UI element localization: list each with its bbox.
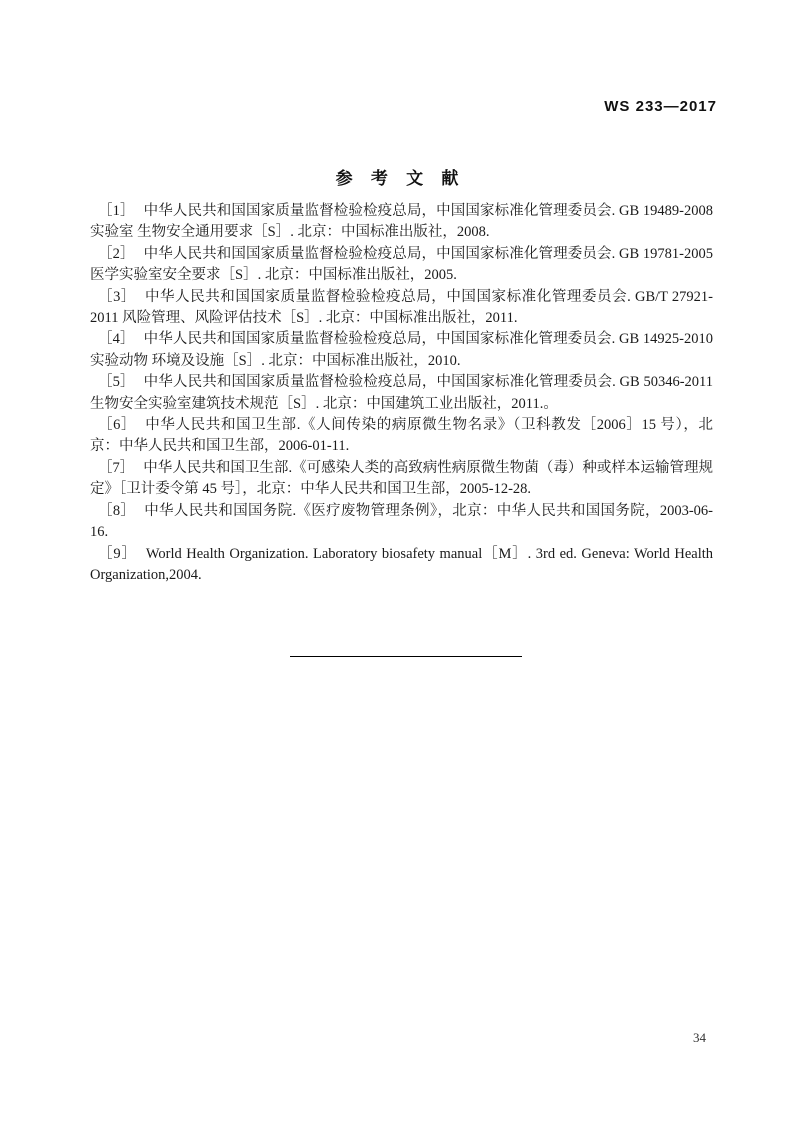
reference-item: [90, 372, 713, 415]
reference-label: ［1］: [98, 203, 135, 219]
reference-text: 中华人民共和国国家质量监督检验检疫总局，中国国家标准化管理委员会. GB 14925-2010 实验动物 环境及设施［S］. 北京：中国标准出版社，2010.: [90, 331, 714, 369]
reference-label: ［7］: [98, 459, 135, 476]
references-title: 参 考 文 献: [335, 169, 459, 188]
reference-item: [90, 244, 713, 287]
reference-item: [90, 501, 713, 544]
reference-item: [90, 415, 713, 458]
end-of-document-rule: [290, 656, 522, 657]
reference-item: [90, 544, 713, 587]
reference-item: [90, 329, 713, 372]
reference-item: [90, 201, 713, 244]
references-list: [90, 201, 713, 586]
reference-text: 中华人民共和国国家质量监督检验检疫总局，中国国家标准化管理委员会. GB/T 27921-2011 风险管理、风险评估技术［S］. 北京：中国标准出版社，2011.: [90, 288, 714, 327]
reference-label: ［8］: [98, 502, 136, 519]
reference-text: 中华人民共和国国家质量监督检验检疫总局，中国国家标准化管理委员会. GB 50346-2011 生物安全实验室建筑技术规范［S］. 北京：中国建筑工业出版社，2011.。: [90, 374, 713, 412]
reference-label: ［4］: [98, 331, 135, 348]
reference-text: 中华人民共和国卫生部.《可感染人类的高致病性病原微生物菌（毒）种或样本运输管理规定》［卫计委令第 45 号］，北京：中华人民共和国卫生部，2005-12-28.: [90, 459, 713, 498]
reference-text: 中华人民共和国国务院.《医疗废物管理条例》，北京：中华人民共和国国务院，2003-06-16.: [90, 502, 714, 541]
reference-text: 中华人民共和国卫生部.《人间传染的病原微生物名录》（卫科教发［2006］15 号），北京：中华人民共和国卫生部，2006-01-11.: [90, 417, 713, 455]
standard-number-header: WS 233—2017: [604, 98, 717, 115]
reference-text: 中华人民共和国国家质量监督检验检疫总局，中国国家标准化管理委员会. GB 19781-2005 医学实验室安全要求［S］. 北京：中国标准出版社，2005.: [90, 245, 714, 284]
reference-label: ［3］: [98, 288, 136, 305]
reference-text: 中华人民共和国国家质量监督检验检疫总局，中国国家标准化管理委员会. GB 19489-2008 实验室 生物安全通用要求［S］. 北京：中国标准出版社，2008.: [90, 203, 714, 241]
reference-label: ［9］: [98, 545, 137, 562]
reference-label: ［6］: [98, 417, 137, 434]
reference-item: [90, 287, 713, 330]
reference-label: ［5］: [98, 374, 135, 391]
reference-label: ［2］: [98, 245, 135, 262]
reference-item: [90, 458, 713, 501]
reference-text: World Health Organization. Laboratory biosafety manual［M］. 3rd ed. Geneva: World Health Organization,2004.: [90, 545, 713, 583]
page-number: 34: [693, 1030, 706, 1045]
